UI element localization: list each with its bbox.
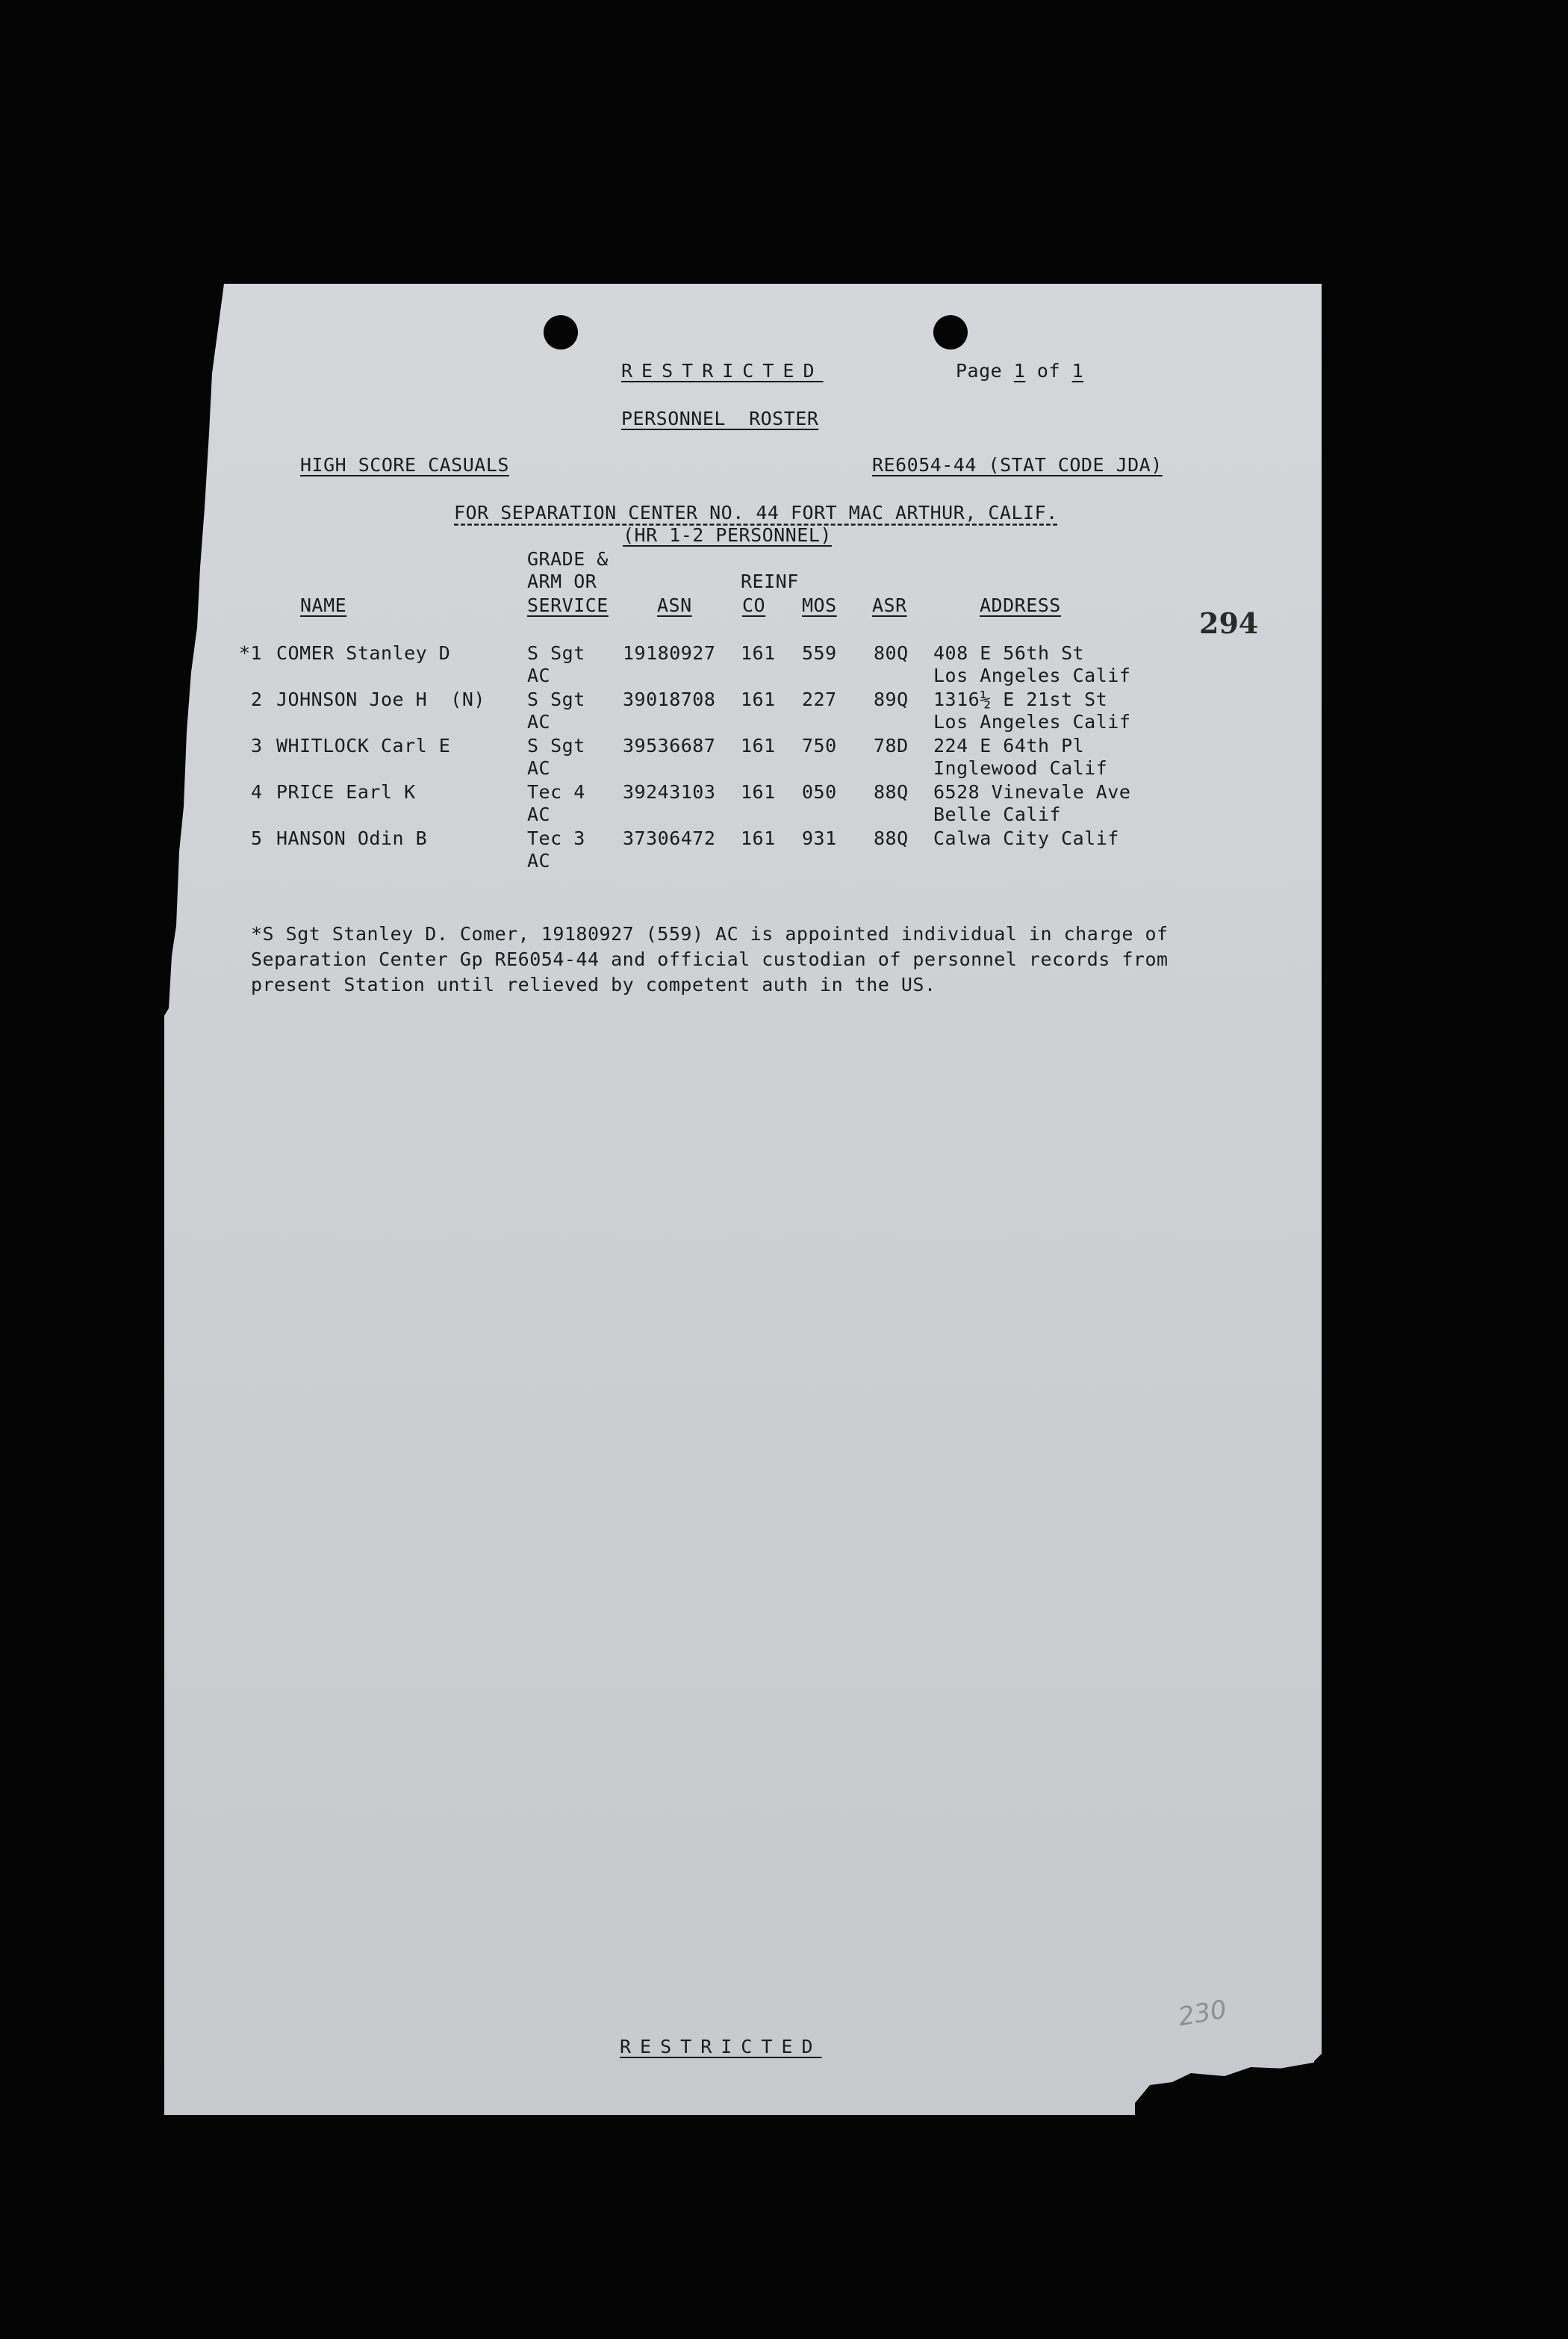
col-reinf-line1: REINF [741, 571, 799, 592]
row-co: 161 [741, 735, 776, 757]
row-address-line2: Inglewood Calif [933, 757, 1108, 779]
document-page [164, 284, 1322, 2115]
stamped-number: 294 [1199, 606, 1259, 640]
footnote-line: present Station until relieved by competent auth in the US. [251, 974, 936, 995]
row-number: 4 [251, 781, 263, 803]
col-asn: ASN [657, 594, 692, 616]
row-number: *1 [239, 642, 263, 664]
punch-hole [933, 315, 968, 350]
restricted-footer: RESTRICTED [620, 2036, 822, 2057]
row-arm: AC [527, 665, 551, 686]
row-mos: 559 [802, 642, 837, 664]
row-grade: S Sgt [527, 735, 585, 757]
row-asr: 88Q [874, 781, 909, 803]
row-mos: 227 [802, 689, 837, 710]
col-name: NAME [300, 594, 347, 616]
restricted-header: RESTRICTED [621, 360, 824, 382]
row-grade: S Sgt [527, 689, 585, 710]
row-arm: AC [527, 850, 551, 872]
row-mos: 931 [802, 827, 837, 849]
row-co: 161 [741, 689, 776, 710]
col-asr: ASR [872, 594, 907, 616]
row-name: WHITLOCK Carl E [276, 735, 451, 757]
row-co: 161 [741, 827, 776, 849]
row-number: 3 [251, 735, 263, 757]
row-asr: 88Q [874, 827, 909, 849]
row-asn: 39018708 [623, 689, 716, 710]
row-mos: 050 [802, 781, 837, 803]
row-name: JOHNSON Joe H (N) [276, 689, 485, 710]
punch-hole [544, 315, 578, 350]
col-grade-line1: GRADE & [527, 548, 609, 570]
roster-title: PERSONNEL ROSTER [621, 408, 819, 429]
personnel-note: (HR 1-2 PERSONNEL) [623, 524, 832, 546]
row-asn: 37306472 [623, 827, 716, 849]
row-grade: Tec 3 [527, 827, 585, 849]
row-name: PRICE Earl K [276, 781, 416, 803]
row-grade: Tec 4 [527, 781, 585, 803]
row-asn: 39536687 [623, 735, 716, 757]
destination-line: FOR SEPARATION CENTER NO. 44 FORT MAC ARTHUR, CALIF. [454, 502, 1058, 524]
row-address-line1: Calwa City Calif [933, 827, 1119, 849]
row-asr: 89Q [874, 689, 909, 710]
group-code: RE6054-44 (STAT CODE JDA) [872, 454, 1163, 476]
footnote-line: *S Sgt Stanley D. Comer, 19180927 (559) AC is appointed individual in charge of [251, 923, 1169, 945]
row-mos: 750 [802, 735, 837, 757]
col-grade-line2: ARM OR [527, 571, 597, 592]
row-address-line1: 6528 Vinevale Ave [933, 781, 1131, 803]
col-grade-line3: SERVICE [527, 594, 609, 616]
page-indicator: Page 1 of 1 [956, 360, 1084, 382]
row-grade: S Sgt [527, 642, 585, 664]
row-asr: 80Q [874, 642, 909, 664]
row-asn: 39243103 [623, 781, 716, 803]
row-asr: 78D [874, 735, 909, 757]
row-address-line2: Belle Calif [933, 804, 1062, 825]
row-number: 2 [251, 689, 263, 710]
row-number: 5 [251, 827, 263, 849]
row-address-line1: 1316½ E 21st St [933, 689, 1108, 710]
row-name: COMER Stanley D [276, 642, 451, 664]
col-reinf-co: CO [742, 594, 766, 616]
row-co: 161 [741, 781, 776, 803]
col-mos: MOS [802, 594, 837, 616]
row-arm: AC [527, 711, 551, 733]
row-address-line2: Los Angeles Calif [933, 711, 1131, 733]
pencil-note: 230 [1176, 1994, 1229, 2033]
row-name: HANSON Odin B [276, 827, 428, 849]
footnote-line: Separation Center Gp RE6054-44 and official custodian of personnel records from [251, 948, 1169, 970]
col-address: ADDRESS [980, 594, 1061, 616]
row-arm: AC [527, 757, 551, 779]
row-co: 161 [741, 642, 776, 664]
unit-name: HIGH SCORE CASUALS [300, 454, 509, 476]
row-address-line1: 224 E 64th Pl [933, 735, 1085, 757]
row-address-line1: 408 E 56th St [933, 642, 1085, 664]
row-asn: 19180927 [623, 642, 716, 664]
row-address-line2: Los Angeles Calif [933, 665, 1131, 686]
row-arm: AC [527, 804, 551, 825]
